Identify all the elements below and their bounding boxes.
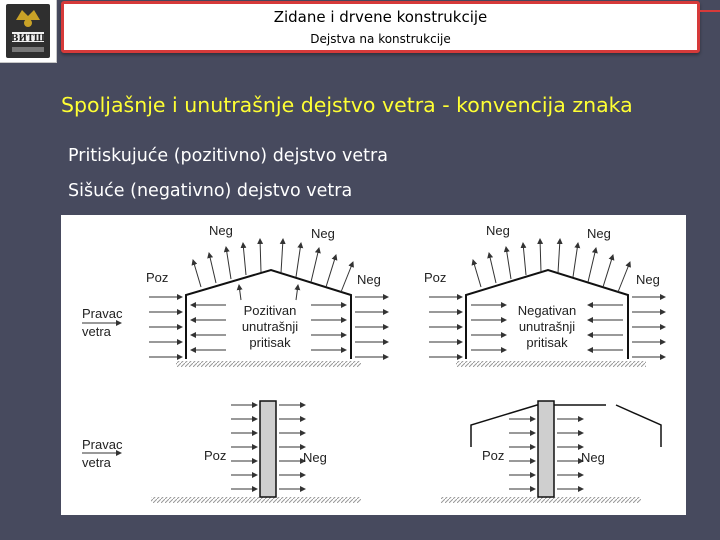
building-top-left: [82, 223, 388, 367]
slide-title: Spoljašnje i unutrašnje dejstvo vetra - konvencija znaka: [61, 93, 633, 117]
label-neg-roof-left: Neg: [486, 223, 510, 238]
logo-text: ВИТШ: [10, 34, 46, 44]
label-inner-pressure-3: pritisak: [249, 335, 291, 350]
label-poz: Poz: [482, 448, 505, 463]
header-divider-line: [697, 10, 720, 12]
header-banner: [61, 1, 700, 53]
label-neg-leeward: Neg: [636, 272, 660, 287]
label-wind-direction-2: vetra: [82, 324, 111, 339]
label-neg-roof-left: Neg: [209, 223, 233, 238]
bullet-positive-pressure: Pritiskujuće (pozitivno) dejstvo vetra: [68, 146, 388, 166]
label-poz-windward: Poz: [146, 270, 169, 285]
label-inner-pressure-3: pritisak: [526, 335, 568, 350]
label-wind-direction-1: Pravac: [82, 306, 123, 321]
label-inner-pressure-2: unutrašnji: [241, 319, 299, 334]
label-neg-leeward: Neg: [357, 272, 381, 287]
bullet-negative-pressure: Sišuće (negativno) dejstvo vetra: [68, 181, 353, 201]
label-neg: Neg: [581, 450, 605, 465]
wind-pressure-diagram: [61, 215, 686, 515]
course-title: Zidane i drvene konstrukcije: [273, 8, 488, 26]
label-wind-direction-1: Pravac: [82, 437, 123, 452]
label-poz-windward: Poz: [424, 270, 447, 285]
label-inner-pressure-2: unutrašnji: [518, 319, 576, 334]
label-inner-pressure-1: Pozitivan: [243, 303, 297, 318]
course-subtitle: Dejstva na konstrukcije: [310, 32, 451, 46]
wind-diagram-svg: [61, 215, 686, 515]
institution-logo: [0, 0, 57, 63]
label-wind-direction-2: vetra: [82, 455, 111, 470]
canopy-bottom-right: [441, 401, 661, 503]
logo-crest-icon: [0, 0, 56, 62]
label-neg-roof-right: Neg: [587, 226, 611, 241]
label-neg: Neg: [303, 450, 327, 465]
building-top-right: [424, 223, 665, 367]
label-inner-pressure-1: Negativan: [517, 303, 577, 318]
label-neg-roof-right: Neg: [311, 226, 335, 241]
label-poz: Poz: [204, 448, 227, 463]
wall-bottom-left: [82, 401, 361, 503]
